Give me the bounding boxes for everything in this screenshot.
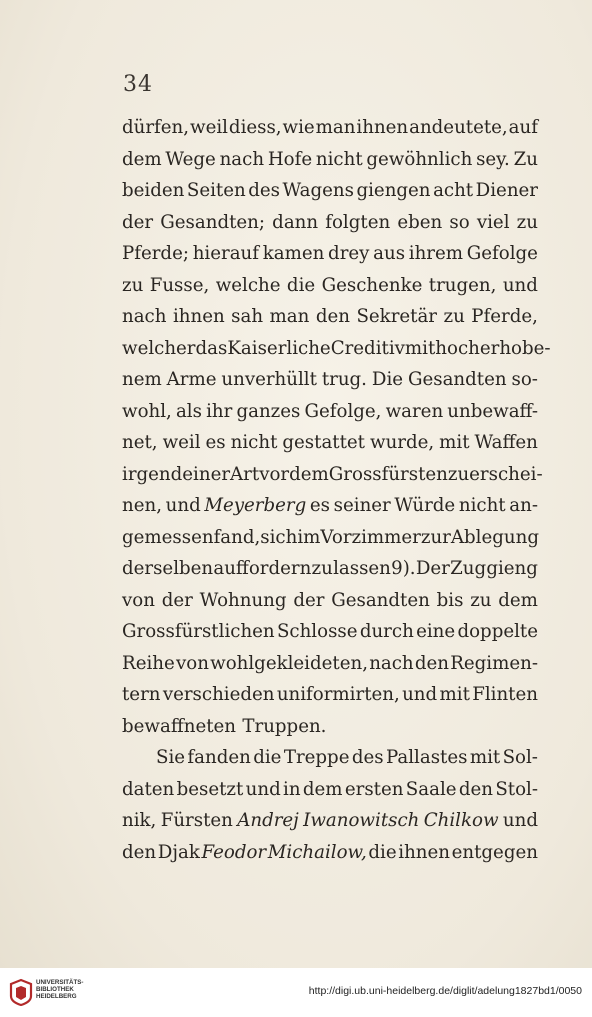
word: bis (436, 589, 464, 611)
word: Creditiv (330, 337, 405, 359)
word: Michailow, (267, 841, 367, 863)
word: den (122, 841, 157, 863)
text-line (122, 270, 538, 302)
word: auffordern (213, 558, 312, 579)
body-text (122, 112, 551, 868)
word: zu (447, 463, 470, 485)
word: aus (373, 243, 406, 264)
word: der (122, 211, 154, 233)
text-line (122, 144, 538, 176)
word: gewöhnlich (366, 148, 473, 170)
word: dem (122, 148, 162, 170)
word: lassen (333, 558, 391, 579)
text-line (122, 459, 543, 491)
word: irgend (122, 463, 183, 485)
text-line (122, 207, 538, 239)
word: doppelte (457, 621, 538, 642)
word: ihnen (356, 117, 409, 138)
word: Würde (394, 495, 456, 516)
word: Grossfürsten (328, 463, 448, 485)
word: zu (470, 589, 492, 611)
word: nicht (458, 495, 506, 516)
word: Zu (513, 148, 538, 170)
word: Stol- (495, 778, 538, 800)
word: Die (371, 369, 404, 390)
word: seiner (333, 495, 391, 516)
word: verschieden (162, 684, 275, 705)
word: weil (162, 432, 201, 453)
word: dann (272, 211, 319, 233)
word: von (122, 589, 155, 611)
word: sah (231, 306, 264, 327)
text-line (122, 238, 538, 270)
word: mit (404, 337, 436, 359)
word: wohlgekleideten, (210, 652, 368, 674)
word: Pallastes (385, 747, 468, 768)
word: welcher (122, 337, 196, 359)
word: und (245, 778, 281, 800)
word: Gefolge (466, 243, 538, 264)
word: nen, (122, 495, 162, 516)
word: 9). (391, 558, 416, 579)
word: Gesandten; (160, 211, 266, 233)
word: Ablegung (450, 526, 539, 548)
word: Feodor (201, 841, 267, 863)
word: ihnen (172, 306, 225, 327)
word: eben (397, 211, 443, 233)
word: trug. (321, 369, 367, 390)
word: zu (122, 274, 144, 296)
word: ersten (344, 778, 404, 800)
text-line (122, 553, 538, 585)
word: Djak (157, 841, 200, 863)
text-line (122, 175, 538, 207)
word: fand, (213, 526, 261, 548)
word: diess, (228, 117, 282, 138)
word: beiden (122, 180, 185, 201)
word: Der (415, 558, 450, 579)
text-line (122, 396, 538, 428)
word: durch (359, 621, 414, 642)
text-line (122, 648, 538, 680)
word: Waffen (474, 432, 538, 453)
word: man (269, 306, 310, 327)
word: hocherhobe- (435, 337, 551, 359)
word: Reihe (122, 652, 175, 674)
word: den (414, 652, 449, 674)
word: die (286, 274, 316, 296)
word: Geschenke (321, 274, 423, 296)
word: im (297, 526, 321, 548)
text-line (122, 333, 551, 365)
word: und (502, 810, 538, 831)
word: dem (498, 589, 538, 611)
word: Vorzimmer (320, 526, 421, 548)
word: acht (433, 180, 474, 201)
word: und (165, 495, 201, 516)
word: es (309, 495, 331, 516)
word: wurde, (370, 432, 435, 453)
text-line (122, 711, 538, 743)
word: net, (122, 432, 158, 453)
word: folgten (325, 211, 391, 233)
word: Flinten (472, 684, 538, 705)
word: Schlosse (276, 621, 358, 642)
word: Sekretär (356, 306, 438, 327)
word: nach (122, 306, 167, 327)
text-line (122, 364, 538, 396)
word: einer (182, 463, 231, 485)
word: eine (416, 621, 456, 642)
word: andeutete, (409, 117, 508, 138)
word: unverhüllt (221, 369, 317, 390)
word: ihr (206, 400, 233, 422)
word: den (458, 778, 493, 800)
institution-name (36, 979, 83, 1001)
word: zu (443, 306, 465, 327)
word: zu (516, 211, 538, 233)
word: zur (420, 526, 451, 548)
word: mit (469, 747, 501, 768)
institution-line: BIBLIOTHEK (36, 986, 74, 994)
text-line (122, 774, 538, 806)
word: von (175, 652, 209, 674)
word: weil (190, 117, 228, 138)
text-line (122, 837, 538, 869)
word: Pferde, (471, 306, 538, 327)
word: des (248, 180, 280, 201)
institution-line: HEIDELBERG (36, 993, 77, 1001)
word: gestattet (282, 432, 365, 453)
institution-line: UNIVERSITÄTS- (36, 979, 84, 986)
page-number: 34 (123, 72, 153, 97)
word: Arme (166, 369, 217, 390)
footer (0, 968, 592, 1017)
word: Treppe (283, 747, 350, 768)
word: Fusse, (149, 274, 210, 296)
word: nem (122, 369, 162, 390)
word: das (195, 337, 228, 359)
word: Wege (165, 148, 216, 170)
word: Zug (450, 558, 487, 579)
word: der (293, 589, 325, 611)
word: gieng (486, 558, 538, 579)
word: ihrem (408, 243, 464, 264)
text-line (122, 112, 538, 144)
text-line (122, 616, 538, 648)
word: des (351, 747, 384, 768)
library-logo-icon (8, 978, 34, 1006)
word: Grossfürstlichen (122, 621, 275, 642)
word: nicht (315, 148, 363, 170)
word: Seiten (186, 180, 246, 201)
word: so- (511, 369, 538, 390)
word: und (502, 274, 538, 296)
word: mit (439, 684, 470, 705)
word: und (402, 684, 438, 705)
word: giengen (356, 180, 431, 201)
word: Gesandten (331, 589, 430, 611)
word: Gesandten (407, 369, 507, 390)
text-line (122, 522, 538, 554)
text-line (122, 301, 538, 333)
word: Wohnung (199, 589, 287, 611)
word: dem (302, 778, 343, 800)
word: welche (215, 274, 281, 296)
word: dürfen, (122, 117, 190, 138)
word: unbewaff- (447, 400, 538, 422)
text-line (122, 679, 538, 711)
word: drey (328, 243, 370, 264)
word: Sol- (502, 747, 538, 768)
word: Gefolge, (304, 400, 382, 422)
word: Kaiserliche (227, 337, 331, 359)
word: der (161, 589, 193, 611)
word: den (315, 306, 350, 327)
word: auf (508, 117, 538, 138)
word: waren (385, 400, 444, 422)
source-url-link[interactable]: http://digi.ub.uni-heidelberg.de/diglit/adelung1827bd1/0050 (308, 985, 582, 997)
word: ihnen (398, 841, 450, 863)
word: Pferde; (122, 243, 189, 264)
word: derselben (122, 558, 214, 579)
word: Wagens (282, 180, 354, 201)
text-line (122, 427, 538, 459)
word: vor (259, 463, 290, 485)
word: wohl, (122, 400, 172, 422)
word: Meyerberg (204, 495, 307, 516)
word: nach (219, 148, 265, 170)
word: nach (369, 652, 414, 674)
word: daten (122, 778, 175, 800)
word: Hofe (267, 148, 313, 170)
word: Iwanowitsch (303, 810, 420, 831)
word: trugen, (428, 274, 497, 296)
word: viel (476, 211, 510, 233)
word: man (315, 117, 356, 138)
text-line (122, 742, 538, 774)
word: uniformirten, (276, 684, 400, 705)
word: mit (439, 432, 470, 453)
word: die (368, 841, 397, 863)
word: bewaffneten (122, 715, 237, 737)
word: erschei- (469, 463, 543, 485)
word: Diener (475, 180, 538, 201)
text-line (122, 805, 538, 837)
word: wie (282, 117, 315, 138)
word: fanden (187, 747, 251, 768)
word: sich (260, 526, 298, 548)
word: ganzes (236, 400, 301, 422)
word: sey. (476, 148, 510, 170)
word: so (449, 211, 470, 233)
word: nicht (230, 432, 278, 453)
text-line (122, 585, 538, 617)
word: Truppen. (242, 715, 327, 737)
text-line (122, 490, 538, 522)
word: es (205, 432, 226, 453)
word: dem (289, 463, 329, 485)
word: zu (311, 558, 333, 579)
word: gemessen (122, 526, 214, 548)
word: Fürsten (160, 810, 233, 831)
word: an- (509, 495, 538, 516)
word: in (283, 778, 301, 800)
word: entgegen (451, 841, 538, 863)
word: Saale (405, 778, 457, 800)
word: nik, (122, 810, 157, 831)
word: Art (230, 463, 260, 485)
word: Regimen- (450, 652, 538, 674)
word: besetzt (176, 778, 244, 800)
word: als (175, 400, 202, 422)
word: hierauf (192, 243, 259, 264)
word: kamen (262, 243, 325, 264)
word: tern (122, 684, 161, 705)
word: Chilkow (423, 810, 499, 831)
word: Andrej (237, 810, 299, 831)
word: die (253, 747, 282, 768)
word: Sie (156, 747, 186, 768)
